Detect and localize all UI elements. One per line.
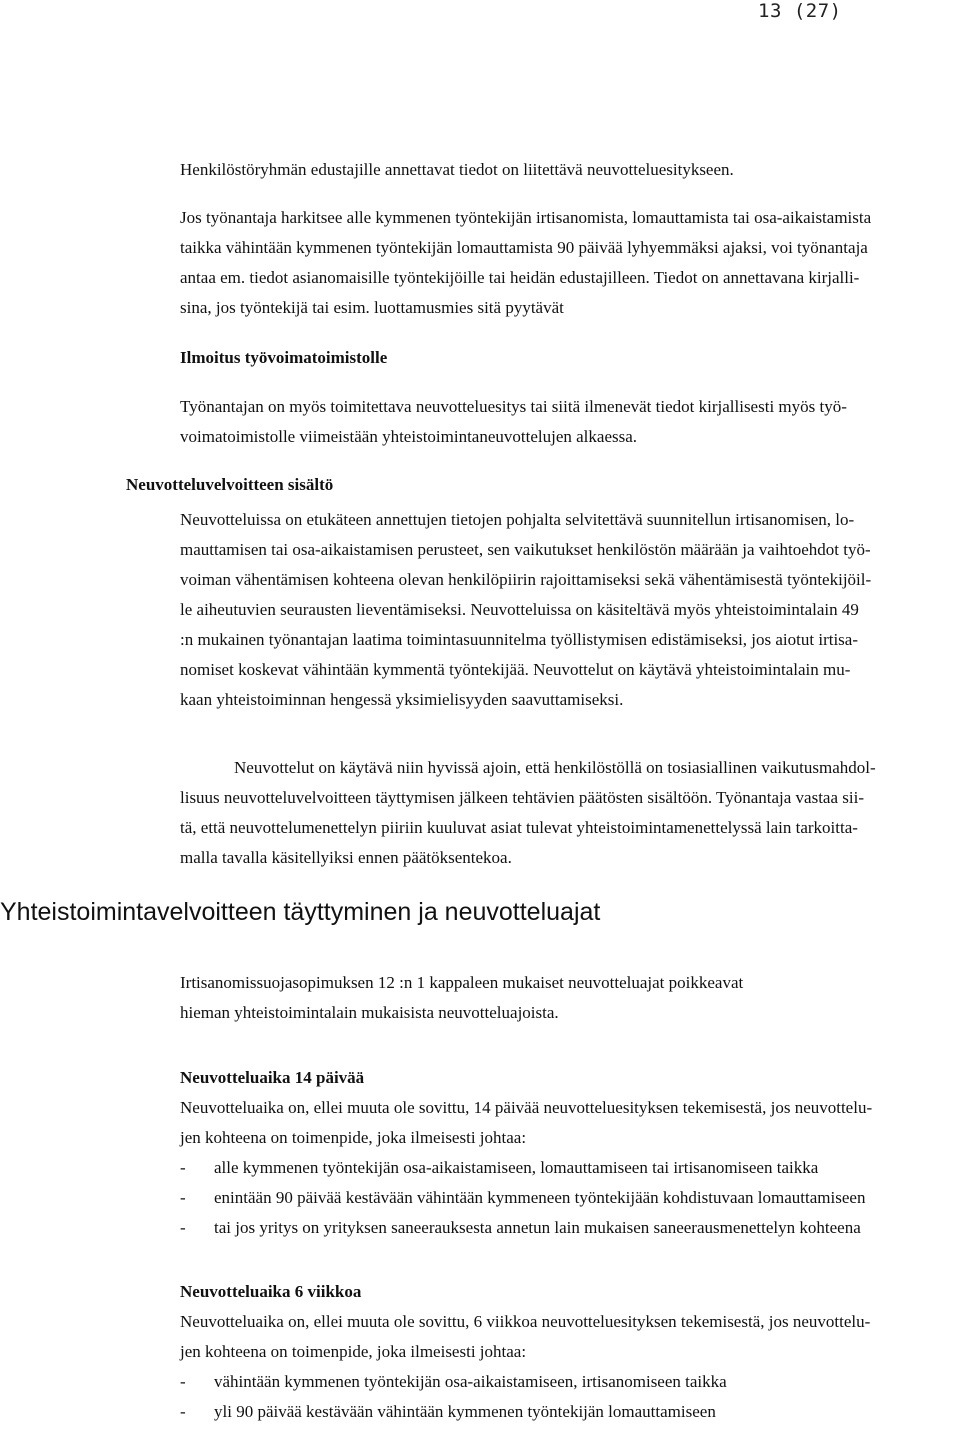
list-item: - vähintään kymmenen työntekijän osa-aikaistamiseen, irtisanomiseen taikka (180, 1372, 727, 1391)
aika14-list (180, 1153, 960, 1243)
sisalto-heading: Neuvotteluvelvoitteen sisältö (126, 475, 334, 494)
list-item: - enintään 90 päivää kestävään vähintään kymmeneen työntekijään kohdistuvaan lomauttamiseen (180, 1188, 866, 1207)
list-item: - tai jos yritys on yrityksen saneerauksesta annetun lain mukaisen saneerausmenettelyn kohteena (180, 1218, 861, 1237)
aika14-paragraph: Neuvotteluaika on, ellei muuta ole sovittu, 14 päivää neuvotteluesityksen tekemisestä, jos neuvottelu- jen kohteena on toimenpide, joka ilmeisesti johtaa: - alle kymmenen työntekijän osa-aikaistamiseen, lomauttamiseen tai irtisanomiseen taikka - enintään 90 päivää kestävään vähintään kymmeneen työntekijään kohdistuvaan lomauttamiseen - tai jos yritys on yrityksen saneerauksesta annetun lain mukaisen saneerausmenettelyn kohteena (180, 1093, 960, 1243)
ilmoitus-heading: Ilmoitus työvoimatoimistolle (180, 348, 388, 367)
section-intro: Irtisanomissuojasopimuksen 12 :n 1 kappaleen mukaiset neuvotteluajat poikkeavat hieman yhteistoimintalain mukaisista neuvotteluajoista. (180, 973, 744, 1022)
list-item: - alle kymmenen työntekijän osa-aikaistamiseen, lomauttamiseen tai irtisanomiseen taikka (180, 1158, 819, 1177)
sisalto-paragraph-1: Neuvotteluissa on etukäteen annettujen tietojen pohjalta selvitettävä suunnitellun irtisanomisen, lo- mauttamisen tai osa-aikaistamisen perusteet, sen vaikutukset henkilöstön määrään ja vaihtoehdot työ- voiman vähentämisen kohteena olevan henkilöpiirin rajoittamiseksi sekä vähentämisestä työntekijöil- le aiheutuvien seurausten lieventämiseksi. Neuvotteluissa on käsiteltävä myös yhteistoimintalain 49 :n mukainen työnantajan laatima toimintasuunnitelma työllistymisen edistämiseksi, jos aiotut irtisa- nomiset koskevat vähintään kymmentä työntekijää. Neuvottelut on käytävä yhteistoimintalain mu- kaan yhteistoiminnan hengessä yksimielisyyden saavuttamiseksi. (180, 510, 872, 709)
section-title: Yhteistoimintavelvoitteen täyttyminen ja neuvotteluajat (0, 898, 601, 926)
intro-paragraph-1: Henkilöstöryhmän edustajille annettavat tiedot on liitettävä neuvotteluesitykseen. (180, 160, 734, 179)
sisalto-paragraph-2: Neuvottelut on käytävä niin hyvissä ajoin, että henkilöstöllä on tosiasiallinen vaikutusmahdol- lisuus neuvotteluvelvoitteen täyttymisen jälkeen tehtävien päätösten sisältöön. Työnantaja vastaa sii- tä, että neuvottelumenettelyn piiriin kuuluvat asiat tulevat yhteistoimintamenettelyssä lain tarkoitta- malla tavalla käsitellyiksi ennen päätöksentekoa. (180, 758, 876, 867)
intro-paragraph-2: Jos työnantaja harkitsee alle kymmenen työntekijän irtisanomista, lomauttamista tai osa-aikaistamista taikka vähintään kymmenen työntekijän lomauttamista 90 päivää lyhyemmäksi ajaksi, voi työnantaja antaa em. tiedot asianomaisille työntekijöille tai heidän edustajilleen. Tiedot on annettavana kirjalli- sina, jos työntekijä tai esim. luottamusmies sitä pyytävät (180, 208, 872, 317)
aika6-paragraph: Neuvotteluaika on, ellei muuta ole sovittu, 6 viikkoa neuvotteluesityksen tekemisestä, jos neuvottelu- jen kohteena on toimenpide, joka ilmeisesti johtaa: - vähintään kymmenen työntekijän osa-aikaistamiseen, irtisanomiseen taikka - yli 90 päivää kestävään vähintään kymmenen työntekijän lomauttamiseen (180, 1307, 960, 1427)
aika14-heading: Neuvotteluaika 14 päivää (180, 1068, 365, 1087)
page-number: 13 (27) (758, 0, 842, 22)
aika6-heading: Neuvotteluaika 6 viikkoa (180, 1282, 362, 1301)
aika6-list (180, 1367, 960, 1427)
list-item: - yli 90 päivää kestävään vähintään kymmenen työntekijän lomauttamiseen (180, 1402, 716, 1421)
ilmoitus-paragraph: Työnantajan on myös toimitettava neuvotteluesitys tai siitä ilmenevät tiedot kirjallisesti myös työ- voimatoimistolle viimeistään yhteistoimintaneuvottelujen alkaessa. (180, 397, 847, 446)
